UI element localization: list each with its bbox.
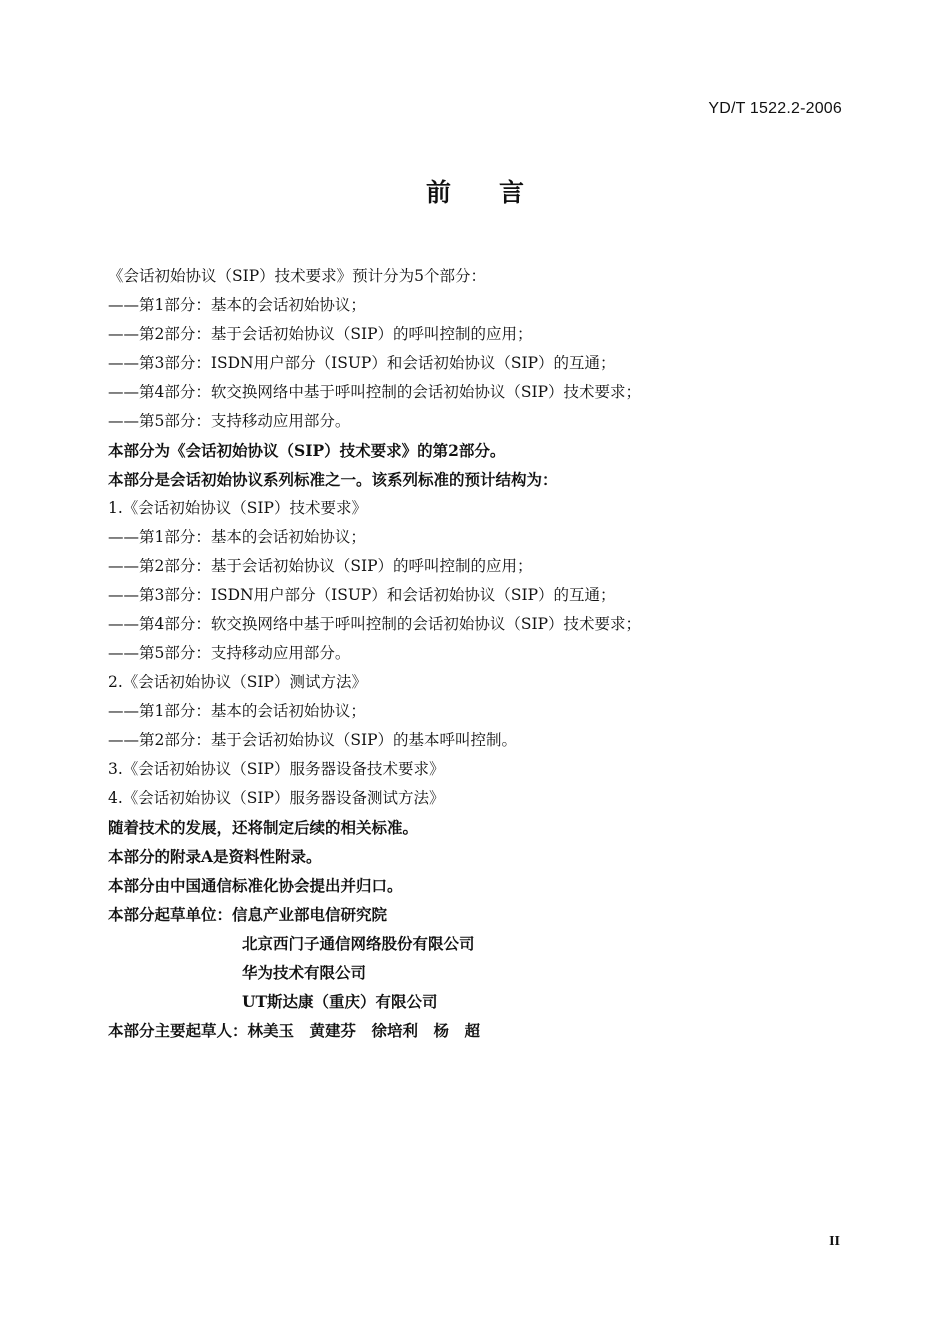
text-line: ——第2部分：基于会话初始协议（SIP）的基本呼叫控制。 bbox=[108, 731, 518, 749]
text-line: 本部分由中国通信标准化协会提出并归口。 bbox=[108, 876, 403, 895]
text-line: ——第1部分：基本的会话初始协议； bbox=[108, 296, 366, 314]
text-line: 3.《会话初始协议（SIP）服务器设备技术要求》 bbox=[108, 760, 445, 778]
text-line: 4.《会话初始协议（SIP）服务器设备测试方法》 bbox=[108, 789, 445, 807]
page-title bbox=[0, 173, 950, 209]
foreword-body bbox=[108, 262, 748, 1045]
text-line: ——第1部分：基本的会话初始协议； bbox=[108, 702, 366, 720]
title-char-2: 言 bbox=[499, 178, 525, 207]
text-line: ——第2部分：基于会话初始协议（SIP）的呼叫控制的应用； bbox=[108, 325, 533, 343]
drafting-unit: 华为技术有限公司 bbox=[242, 963, 367, 982]
text-line: 《会话初始协议（SIP）技术要求》预计分为5个部分： bbox=[108, 267, 487, 285]
text-line: 2.《会话初始协议（SIP）测试方法》 bbox=[108, 673, 367, 691]
text-line: 本部分为《会话初始协议（SIP）技术要求》的第2部分。 bbox=[108, 441, 506, 460]
drafting-units-line: 本部分起草单位：信息产业部电信研究院 bbox=[108, 905, 388, 924]
text-line: 1.《会话初始协议（SIP）技术要求》 bbox=[108, 499, 367, 517]
page-number: II bbox=[829, 1234, 840, 1249]
drafting-unit: UT斯达康（重庆）有限公司 bbox=[242, 992, 438, 1011]
text-line: ——第3部分：ISDN用户部分（ISUP）和会话初始协议（SIP）的互通； bbox=[108, 586, 616, 604]
text-line: ——第5部分：支持移动应用部分。 bbox=[108, 644, 351, 662]
text-line: ——第5部分：支持移动应用部分。 bbox=[108, 412, 351, 430]
text-line: ——第3部分：ISDN用户部分（ISUP）和会话初始协议（SIP）的互通； bbox=[108, 354, 616, 372]
text-line: 随着技术的发展，还将制定后续的相关标准。 bbox=[108, 818, 419, 837]
drafters-line: 本部分主要起草人：林美玉 黄建芬 徐培利 杨 超 bbox=[108, 1021, 481, 1040]
text-line: 本部分是会话初始协议系列标准之一。该系列标准的预计结构为： bbox=[108, 470, 558, 489]
text-line: ——第4部分：软交换网络中基于呼叫控制的会话初始协议（SIP）技术要求； bbox=[108, 383, 642, 401]
text-line: ——第4部分：软交换网络中基于呼叫控制的会话初始协议（SIP）技术要求； bbox=[108, 615, 642, 633]
text-line: 本部分的附录A是资料性附录。 bbox=[108, 847, 322, 866]
text-line: ——第1部分：基本的会话初始协议； bbox=[108, 528, 366, 546]
text-line: ——第2部分：基于会话初始协议（SIP）的呼叫控制的应用； bbox=[108, 557, 533, 575]
title-char-1: 前 bbox=[425, 178, 451, 207]
standard-code: YD/T 1522.2-2006 bbox=[708, 100, 842, 117]
drafting-unit: 北京西门子通信网络股份有限公司 bbox=[242, 934, 475, 953]
